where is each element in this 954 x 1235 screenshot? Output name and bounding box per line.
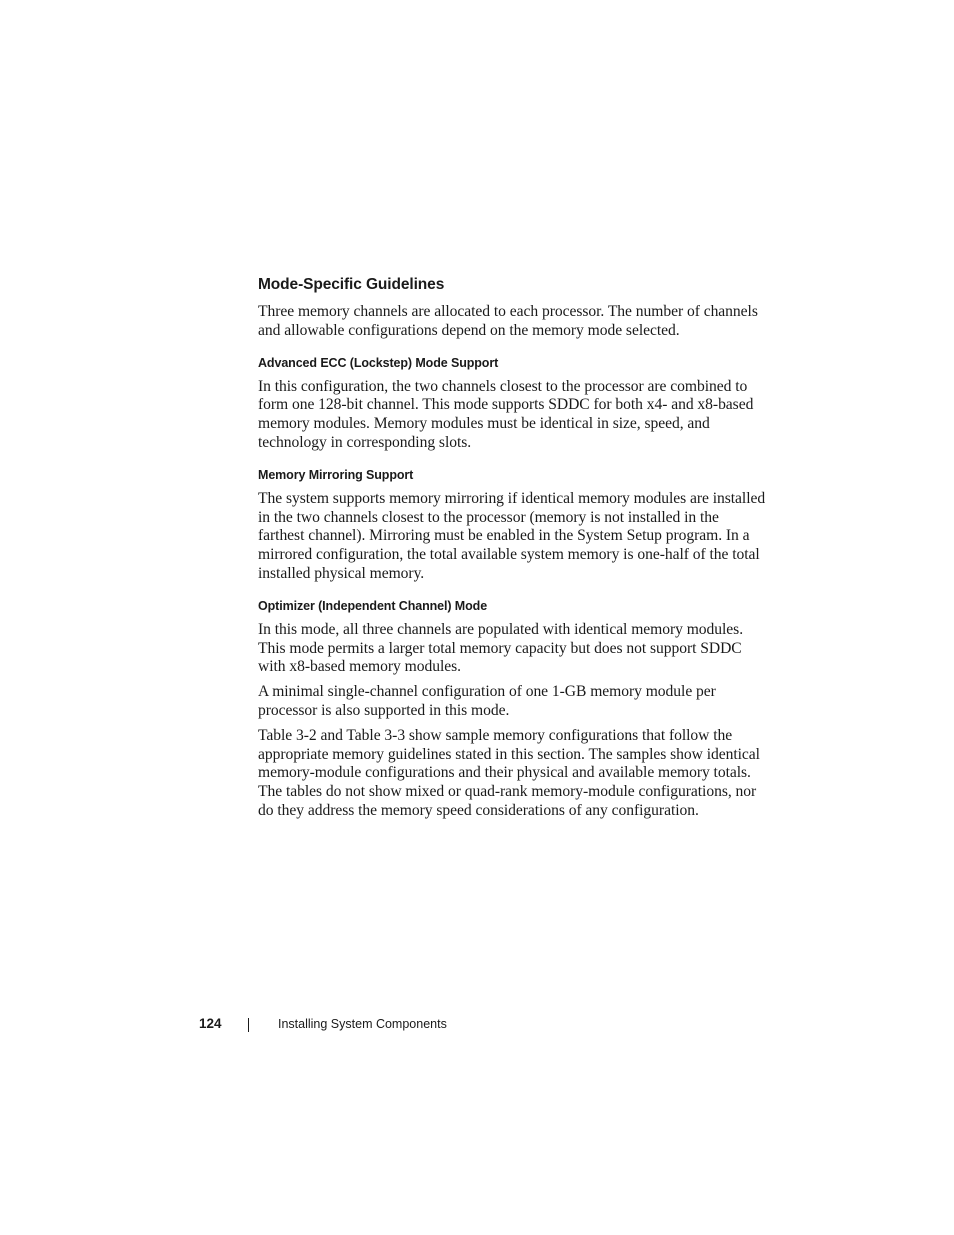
footer-chapter-title: Installing System Components — [278, 1017, 447, 1031]
page-footer — [0, 1015, 954, 1035]
section-title: Mode-Specific Guidelines — [258, 276, 445, 293]
paragraph-optimizer-2: A minimal single-channel configuration of one 1-GB memory module per processor is also supported in this mode. — [258, 683, 716, 719]
section-intro: Three memory channels are allocated to each processor. The number of channels and allowable configurations depend on the memory mode selected. — [258, 303, 758, 339]
paragraph-advanced-ecc: In this configuration, the two channels closest to the processor are combined to form one 128-bit channel. This mode supports SDDC for both x4- and x8-based memory modules. Memory modules must be identical in size, speed, and technology in corresponding slots. — [258, 377, 754, 451]
subsection-heading-optimizer: Optimizer (Independent Channel) Mode — [258, 598, 488, 613]
paragraph-memory-mirroring: The system supports memory mirroring if identical memory modules are installed in the two channels closest to the processor (memory is not installed in the farthest channel). Mirroring must be enabled in the System Setup program. In a mirrored configuration, the total available system memory is one-half of the total installed physical memory. — [258, 489, 766, 582]
paragraph-optimizer-3: Table 3-2 and Table 3-3 show sample memory configurations that follow the appropriate memory guidelines stated in this section. The samples show identical memory-module configurations and their physical and available memory totals. The tables do not show mixed or quad-rank memory-module configurations, nor do they address the memory speed considerations of any configuration. — [258, 726, 760, 819]
subsection-heading-memory-mirroring: Memory Mirroring Support — [258, 467, 414, 482]
footer-separator — [248, 1018, 249, 1032]
paragraph-optimizer-1: In this mode, all three channels are populated with identical memory modules. This mode permits a larger total memory capacity but does not support SDDC with x8-based memory modules. — [258, 620, 744, 676]
page-number: 124 — [199, 1016, 222, 1031]
subsection-heading-advanced-ecc: Advanced ECC (Lockstep) Mode Support — [258, 355, 499, 370]
page-content — [258, 274, 768, 827]
